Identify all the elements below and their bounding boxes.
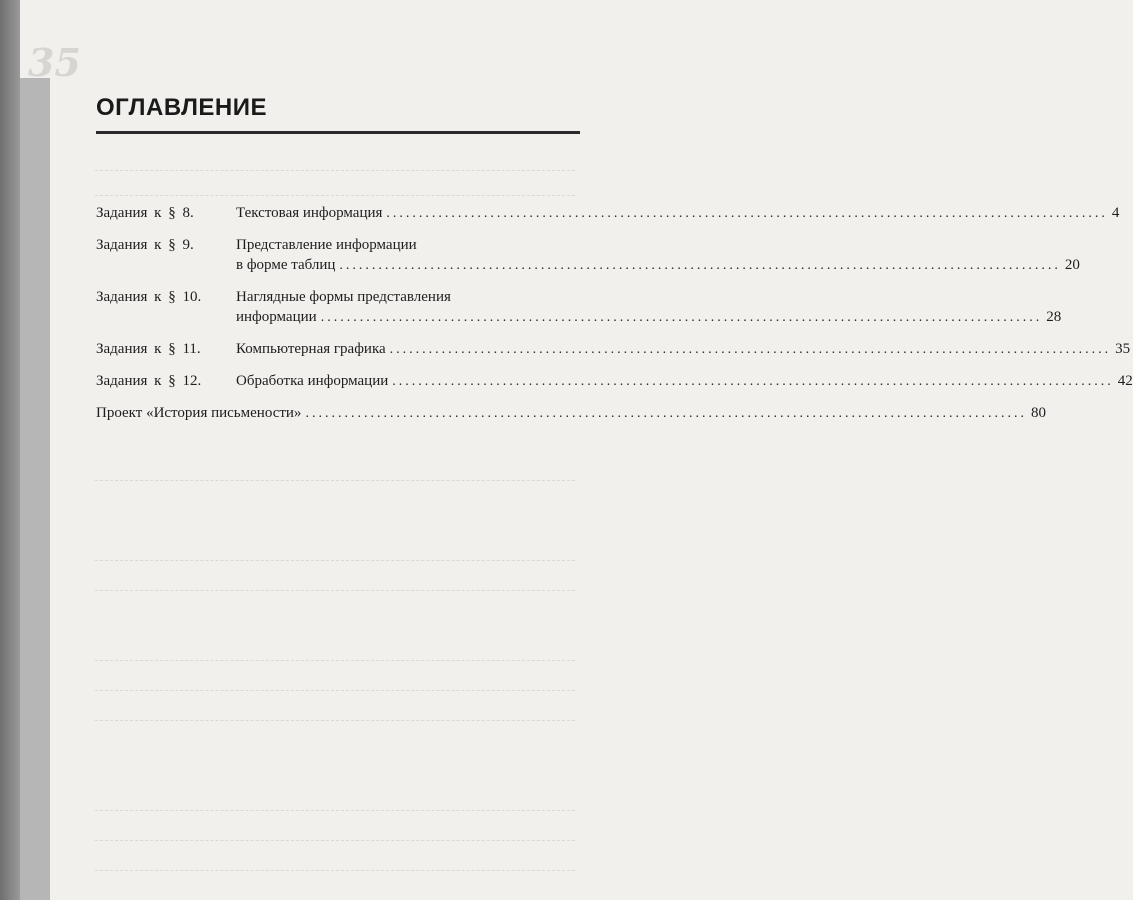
toc-leader-dots: ............................................................................................................... (339, 258, 1061, 273)
show-through-line (95, 480, 575, 481)
show-through-page-number: 35 (28, 40, 81, 85)
toc-leader-dots: ............................................................................................................... (386, 206, 1108, 221)
toc-leader-dots: ............................................................................................................... (389, 342, 1112, 357)
show-through-line (95, 590, 575, 591)
toc-entry-12[interactable] (96, 371, 1133, 392)
show-through-line (95, 690, 575, 691)
toc-entry-project[interactable] (96, 403, 1046, 424)
toc-page-number: 28 (1046, 309, 1062, 325)
toc-entry-label: Задания к § 11. (96, 341, 201, 357)
show-through-line (95, 720, 575, 721)
page-binding-shadow (0, 0, 20, 900)
toc-entry-title-cont: в форме таблиц (236, 257, 336, 273)
page-margin-bar (20, 78, 50, 900)
toc-entry-title: Представление информации (236, 237, 417, 253)
show-through-line (95, 660, 575, 661)
toc-entry-label: Задания к § 10. (96, 289, 202, 305)
show-through-line (95, 195, 575, 196)
toc-page-number: 80 (1030, 405, 1046, 421)
page-title: ОГЛАВЛЕНИЕ (96, 94, 268, 121)
toc-entry-label: Задания к § 12. (96, 373, 202, 389)
toc-entry-11[interactable] (96, 339, 1131, 360)
toc-leader-dots: ............................................................................................................... (320, 310, 1043, 325)
toc-page-number: 4 (1111, 205, 1120, 221)
toc-leader-dots: ............................................................................................................... (392, 374, 1114, 389)
toc-entry-title: Наглядные формы представления (236, 289, 451, 305)
show-through-line (95, 810, 575, 811)
toc-page-number: 42 (1117, 373, 1133, 389)
title-rule (96, 131, 580, 134)
toc-entry-title: Обработка информации (236, 373, 389, 389)
show-through-line (95, 870, 575, 871)
toc-entry-title-cont: информации (236, 309, 317, 325)
toc-page-number: 20 (1064, 257, 1080, 273)
toc-entry-label: Задания к § 8. (96, 205, 194, 221)
toc-entry-title: Компьютерная графика (236, 341, 386, 357)
show-through-line (95, 170, 575, 171)
toc-entry-title: Текстовая информация (236, 205, 383, 221)
toc-entry-9[interactable] (96, 235, 1080, 276)
toc-entry-8[interactable] (96, 203, 1120, 224)
show-through-line (95, 560, 575, 561)
toc-entry-label: Задания к § 9. (96, 237, 194, 253)
toc-entry-10[interactable] (96, 287, 1062, 328)
toc-leader-dots: ............................................................................................................... (305, 406, 1027, 421)
show-through-line (95, 840, 575, 841)
table-of-contents (96, 203, 1133, 435)
toc-entry-title: Проект «История письмености» (96, 405, 302, 421)
toc-page-number: 35 (1115, 341, 1131, 357)
